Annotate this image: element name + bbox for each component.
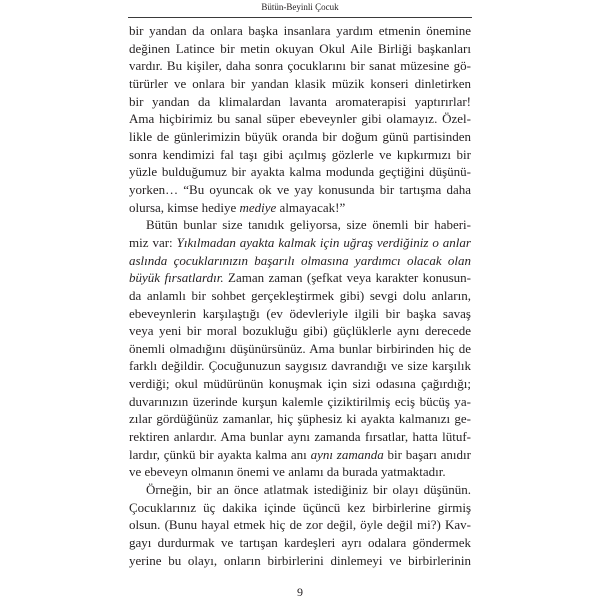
text-line: Örneğin, bir an önce atlatmak istediğiniz bir olayı düşünün.: [146, 482, 471, 498]
emphasis-text: Yıkılmadan ayakta kalmak için uğraş verdiğiniz o anlar: [176, 234, 471, 250]
text-line: gayı durdurmak ve tartışan kardeşleri ayrı odalara göndermek: [129, 535, 471, 551]
emphasis-text: büyük fırsatlardır.: [129, 270, 224, 286]
text-line: Çocuklarınız üç dakika içinde üçüncü kez birbirlerine girmiş: [129, 499, 471, 515]
running-head: Bütün-Beyinli Çocuk: [261, 2, 339, 12]
text-run: Zaman zaman (şefkat veya karakter konusun-: [223, 270, 471, 286]
text-line: veya yeni bir moral bozukluğu gibi) güçlüklerle aynı derecede: [129, 323, 471, 339]
text-line: bir yandan da onlara başka insanlara yardım etmenin önemine: [129, 23, 471, 38]
page-number: 9: [297, 585, 303, 599]
text-line: yüzle bulduğumuz bir ayakta kalma modunda geçtiğini düşünü-: [129, 164, 471, 180]
text-line: likle de günlerimizin büyük oranda bir doğum günü partisinden: [129, 128, 471, 144]
text-line: türürler ve onlara bir yandan klasik müzik konseri dinletirken: [129, 75, 471, 91]
header-rule: [128, 17, 472, 18]
text-line: [129, 234, 471, 252]
emphasis-text: mediye: [239, 199, 277, 215]
text-line: önemli olmadığını düşünürsünüz. Ama bunlar birbirinden hiç de: [129, 340, 471, 356]
body-text: [129, 22, 471, 569]
text-line: rektiren anlardır. Ama bunlar aynı zamanda fırsatlar, hatta lütuf-: [129, 429, 471, 445]
paragraph: [129, 22, 471, 216]
text-line: ve ebeveyn olmanın önemi ve anlamı da burada yatmaktadır.: [129, 464, 446, 480]
text-line: verdiği; okul müdürünün konuşmak için sizi odasına çağırdığı;: [129, 376, 471, 392]
text-line: olsun. (Bunu hayal etmek hiç de zor değil, öyle değil mi?) Kav-: [129, 517, 471, 533]
text-line: Bütün bunlar size tanıdık geliyorsa, size önemli bir haberi-: [146, 217, 471, 233]
text-run: lardır, çünkü bir ayakta kalma anı: [129, 446, 311, 462]
text-line: yerine bu olayı, onların birbirlerini dinlemeyi ve birbirlerinin: [129, 552, 471, 568]
text-line: [129, 446, 471, 464]
text-line: duvarınızın üzerinde kurşun kalemle çiziktirilmiş eciş bücüş ya-: [129, 393, 471, 409]
text-line: ebeveynlerin karşılaştığı (ev ödevleriyle ilgili bir başka savaş: [129, 305, 471, 321]
text-line: farklı değildir. Çocuğunuzun saygısız davrandığı ve size karşılık: [129, 358, 471, 374]
text-line: [129, 269, 471, 287]
text-line: Ama hiçbirimiz bu sanal süper ebeveynler gibi olamayız. Özel-: [129, 111, 471, 127]
text-line: zılar gördüğünüz zamanlar, hiç şüphesiz ki ayakta kalmanızı ge-: [129, 411, 471, 427]
text-run: bir başarı anıdır: [383, 446, 471, 462]
paragraph: [129, 481, 471, 569]
text-line: yorken… “Bu oyuncak ok ve yay konusunda bir tartışma daha: [129, 181, 471, 197]
text-line: sonra kendimizi fal taşı gibi açılmış gözlerle ve kıpkırmızı bir: [129, 146, 471, 162]
text-line: bir yandan da klimalardan lavanta aromaterapisi yaptırırlar!: [129, 93, 471, 109]
text-line: değinen Latince bir metin okuyan Okul Aile Birliği başkanları: [129, 40, 471, 56]
text-run: almayacak!”: [276, 199, 346, 215]
text-run: miz var:: [129, 234, 177, 250]
text-run: olursa, kimse hediye: [129, 199, 240, 215]
paragraph: [129, 216, 471, 481]
text-line: [129, 199, 471, 217]
emphasis-text-line: aslında çocuklarınızın başarılı olmasına yardımcı olacak olan: [129, 252, 471, 268]
text-line: vardır. Bu kişiler, daha sonra çocuklarını bir sanat müzesine gö-: [129, 58, 471, 74]
text-line: da anlamlı bir sohbet gerçekleştirmek gibi) sevgi dolu anların,: [129, 287, 471, 303]
emphasis-text: aynı zamanda: [310, 446, 384, 462]
